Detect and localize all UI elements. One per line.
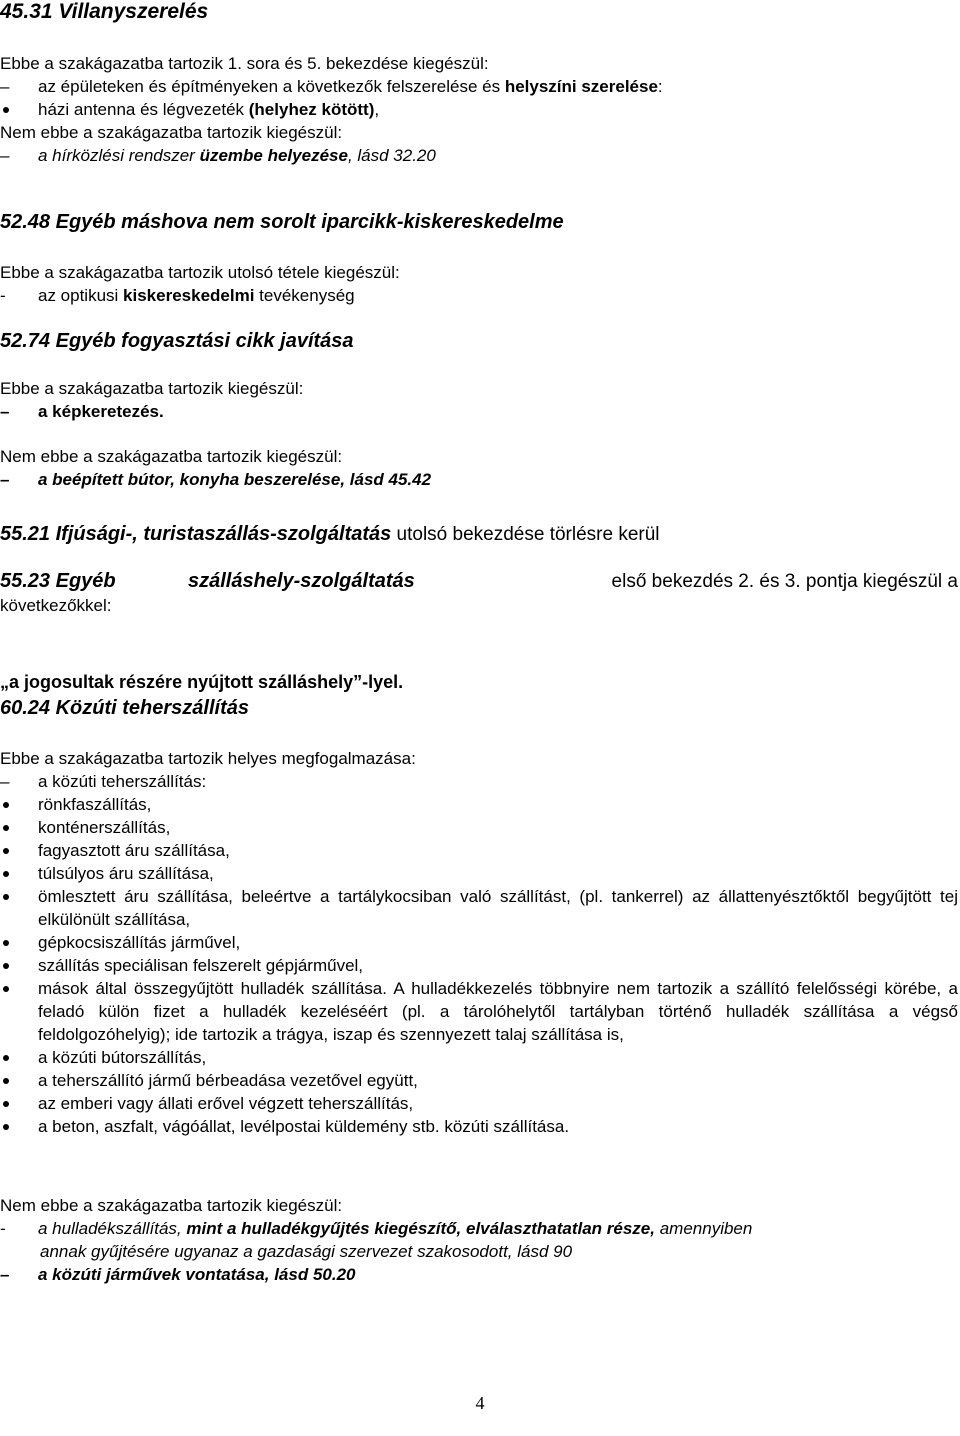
heading-5523-continuation: következőkkel: xyxy=(0,596,112,615)
heading-6024: 60.24 Közúti teherszállítás xyxy=(0,697,249,719)
exclusion-label: Nem ebbe a szakágazatba tartozik kiegészül: xyxy=(0,123,343,142)
bullet-item: a teherszállító jármű bérbeadása vezetővel együtt, xyxy=(0,1069,958,1092)
dash-item: - a hulladékszállítás, mint a hulladékgyűjtés kiegészítő, elválaszthatatlan része, amennyiben xyxy=(0,1219,753,1238)
intro-text: Ebbe a szakágazatba tartozik helyes megfogalmazása: xyxy=(0,749,416,768)
section-6024-body xyxy=(0,747,958,1138)
bullet-item: a beton, aszfalt, vágóállat, levélpostai küldemény stb. közúti szállítása. xyxy=(0,1115,958,1138)
dash-marker: – xyxy=(0,77,10,96)
page-number: 4 xyxy=(475,1393,485,1413)
dash-marker: – xyxy=(0,772,10,791)
exclusion-label: Nem ebbe a szakágazatba tartozik kiegészül: xyxy=(0,1196,343,1215)
dash-item: – a hírközlési rendszer üzembe helyezése, lásd 32.20 xyxy=(0,146,436,165)
dash-item: – a közúti járművek vontatása, lásd 50.20 xyxy=(0,1265,356,1284)
hyphen-marker: - xyxy=(0,1219,6,1238)
bullet-icon xyxy=(3,986,9,992)
bullet-icon xyxy=(3,963,9,969)
bullet-icon xyxy=(3,894,9,900)
section-5248-body xyxy=(0,261,958,307)
intro-text: Ebbe a szakágazatba tartozik kiegészül: xyxy=(0,379,304,398)
hyphen-marker: - xyxy=(0,286,6,305)
bullet-item: gépkocsiszállítás járművel, xyxy=(0,931,958,954)
section-5521: 55.21 Ifjúsági-, turistaszállás-szolgáltatás utolsó bekezdése törlésre kerül xyxy=(0,523,660,545)
bullet-icon xyxy=(3,848,9,854)
heading-5274: 52.74 Egyéb fogyasztási cikk javítása xyxy=(0,330,354,352)
heading-5523-rest: első bekezdés 2. és 3. pontja kiegészül a xyxy=(611,571,958,592)
bullet-icon xyxy=(3,1124,9,1130)
bullet-icon xyxy=(3,871,9,877)
bullet-item: mások által összegyűjtött hulladék szállítása. A hulladékkezelés többnyire nem tartozik a szállító felelősségi körébe, a feladó külön fizet a hulladék kezeléséért (pl. a tárolóhelytől tartályban történő hulladék szállítása a végső feldolgozóhelyig); ide tartozik a trágya, iszap és szennyezett talaj szállítása is, xyxy=(0,977,958,1046)
heading-5523-title: szálláshely-szolgáltatás xyxy=(188,570,415,592)
dash-item: - az optikusi kiskereskedelmi tevékenység xyxy=(0,286,355,305)
section-5274-exclusions xyxy=(0,445,958,491)
bullet-icon xyxy=(3,1101,9,1107)
section-4531-body xyxy=(0,52,958,167)
section-6024-exclusions xyxy=(0,1194,958,1286)
bullet-item: konténerszállítás, xyxy=(0,816,958,839)
bullet-icon xyxy=(3,1055,9,1061)
dash-item: – a képkeretezés. xyxy=(0,402,164,421)
dash-marker: – xyxy=(0,402,10,421)
bullet-item: a közúti bútorszállítás, xyxy=(0,1046,958,1069)
dash-item-continuation: annak gyűjtésére ugyanaz a gazdasági szervezet szakosodott, lásd 90 xyxy=(40,1242,573,1261)
section-5523 xyxy=(0,570,958,617)
dash-item: – az épületeken és építményeken a következők felszerelése és helyszíni szerelése: xyxy=(0,77,663,96)
bullet-icon xyxy=(3,825,9,831)
dash-marker: – xyxy=(0,470,10,489)
bullet-item: házi antenna és légvezeték (helyhez kötött), xyxy=(0,98,958,121)
dash-item: – a közúti teherszállítás: xyxy=(0,772,207,791)
bullet-icon xyxy=(3,107,9,113)
dash-marker: – xyxy=(0,1265,10,1284)
heading-4531: 45.31 Villanyszerelés xyxy=(0,0,209,23)
bullet-item: az emberi vagy állati erővel végzett teherszállítás, xyxy=(0,1092,958,1115)
bullet-item: fagyasztott áru szállítása, xyxy=(0,839,958,862)
bullet-icon xyxy=(3,802,9,808)
intro-text: Ebbe a szakágazatba tartozik utolsó tétele kiegészül: xyxy=(0,263,400,282)
bullet-item: rönkfaszállítás, xyxy=(0,793,958,816)
bullet-icon xyxy=(3,940,9,946)
bullet-item: ömlesztett áru szállítása, beleértve a tartálykocsiban való szállítást, (pl. tankerrel) az állattenyésztőktől begyűjtött tej elkülönült szállítása, xyxy=(0,885,958,931)
bullet-item: szállítás speciálisan felszerelt gépjárművel, xyxy=(0,954,958,977)
heading-5248: 52.48 Egyéb máshova nem sorolt iparcikk-kiskereskedelme xyxy=(0,211,564,233)
exclusion-label: Nem ebbe a szakágazatba tartozik kiegészül: xyxy=(0,447,343,466)
quote-text: „a jogosultak részére nyújtott szálláshely”-lyel. xyxy=(0,672,404,692)
bullet-icon xyxy=(3,1078,9,1084)
dash-marker: – xyxy=(0,146,10,165)
bullet-item: túlsúlyos áru szállítása, xyxy=(0,862,958,885)
heading-5523-code: 55.23 Egyéb xyxy=(0,570,116,592)
dash-item: – a beépített bútor, konyha beszerelése, lásd 45.42 xyxy=(0,470,432,489)
intro-text: Ebbe a szakágazatba tartozik 1. sora és 5. bekezdése kiegészül: xyxy=(0,54,489,73)
section-5274-body xyxy=(0,377,958,423)
heading-5521: 55.21 Ifjúsági-, turistaszállás-szolgáltatás xyxy=(0,523,392,545)
